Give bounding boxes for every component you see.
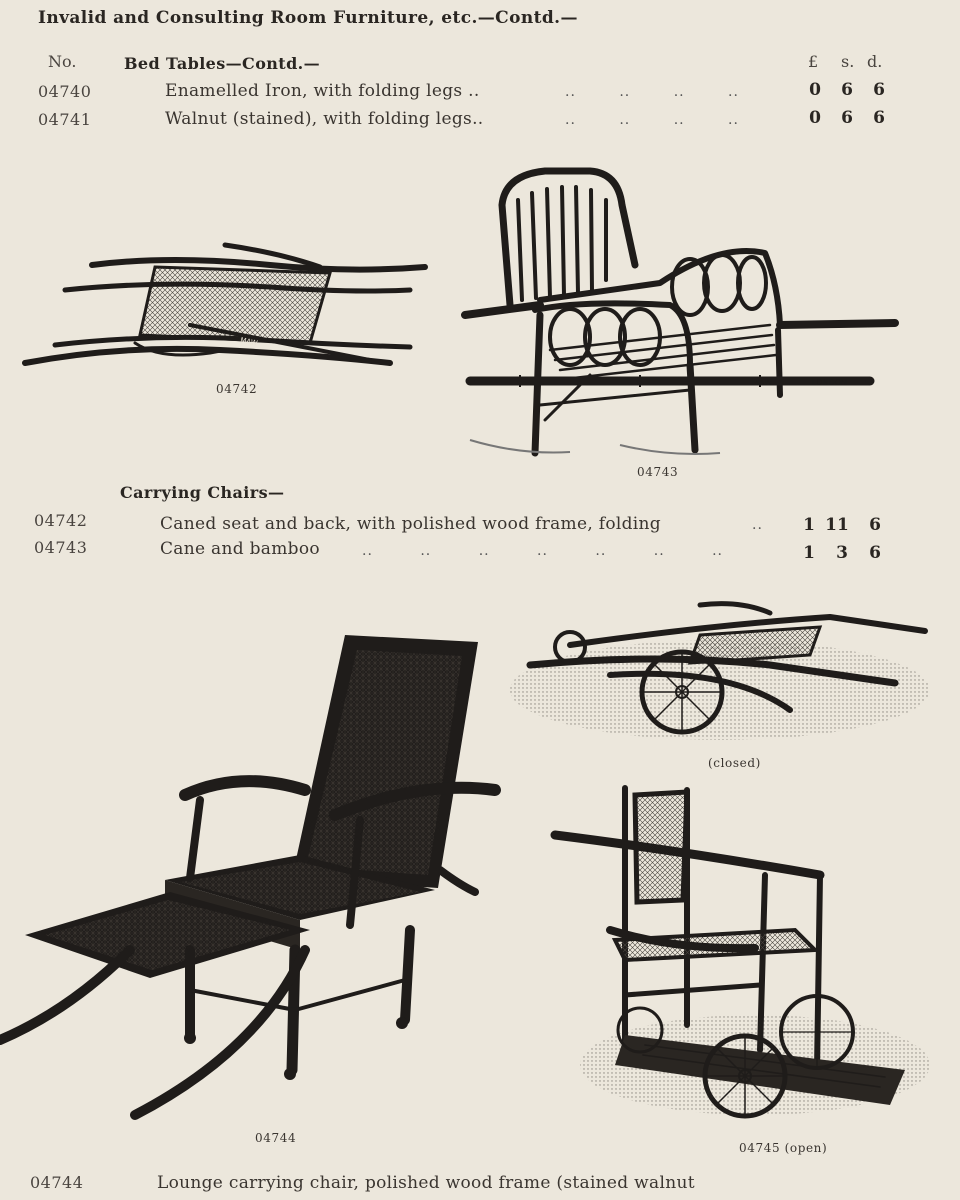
price-pence: 6 — [869, 515, 881, 535]
item-description: Lounge carrying chair, polished wood frame (stained walnut — [157, 1173, 695, 1193]
item-number: 04741 — [38, 110, 92, 129]
price-shillings: 11 — [825, 515, 849, 535]
leader-dots: .. — [752, 517, 763, 533]
figure-caption-04743: 04743 — [637, 465, 679, 479]
bed-tables-heading: Bed Tables—Contd.— — [124, 54, 321, 73]
wheeled-chair-open-illustration — [555, 780, 925, 1130]
price-pence: 6 — [873, 80, 885, 100]
price-pence: 6 — [869, 543, 881, 563]
figure-caption-04745: 04745 (open) — [739, 1141, 828, 1155]
item-description: Caned seat and back, with polished wood frame, folding — [160, 514, 661, 534]
carrying-chairs-heading: Carrying Chairs— — [120, 483, 285, 502]
figure-caption-04744: 04744 — [255, 1131, 297, 1145]
price-shillings: 6 — [841, 80, 853, 100]
folding-chair-illustration — [20, 235, 440, 385]
page-header: Invalid and Consulting Room Furniture, etc.—Contd.— — [38, 8, 578, 28]
column-shilling-heading: s. — [841, 52, 855, 71]
figure-caption-closed: (closed) — [708, 756, 761, 770]
item-description: Walnut (stained), with folding legs.. — [165, 109, 484, 129]
price-pounds: 0 — [809, 108, 821, 128]
column-pound-heading: £ — [808, 52, 819, 71]
item-number: 04744 — [30, 1173, 84, 1192]
item-number: 04740 — [38, 82, 92, 101]
item-description: Cane and bamboo — [160, 539, 320, 559]
pole-mark-london: LONDON — [812, 378, 847, 387]
wheeled-chair-closed-illustration — [510, 595, 930, 745]
leader-dots: .. .. .. .. .. .. .. — [362, 543, 724, 559]
item-number: 04743 — [34, 538, 88, 557]
price-shillings: 3 — [836, 543, 848, 563]
pole-mark-maw: MAW — [752, 378, 772, 387]
item-description: Enamelled Iron, with folding legs .. — [165, 81, 480, 101]
leader-dots: .. .. .. .. — [565, 84, 739, 100]
price-pounds: 0 — [809, 80, 821, 100]
price-pounds: 1 — [803, 543, 815, 563]
price-pence: 6 — [873, 108, 885, 128]
lounge-chair-illustration — [0, 630, 500, 1130]
column-pence-heading: d. — [867, 52, 883, 71]
figure-caption-04742: 04742 — [216, 382, 258, 396]
price-shillings: 6 — [841, 108, 853, 128]
cane-bamboo-chair-illustration — [460, 165, 900, 460]
svg-text:MAW: MAW — [239, 336, 259, 348]
price-pounds: 1 — [803, 515, 815, 535]
item-number: 04742 — [34, 511, 88, 530]
leader-dots: .. .. .. .. — [565, 112, 739, 128]
column-no-heading: No. — [48, 52, 77, 71]
